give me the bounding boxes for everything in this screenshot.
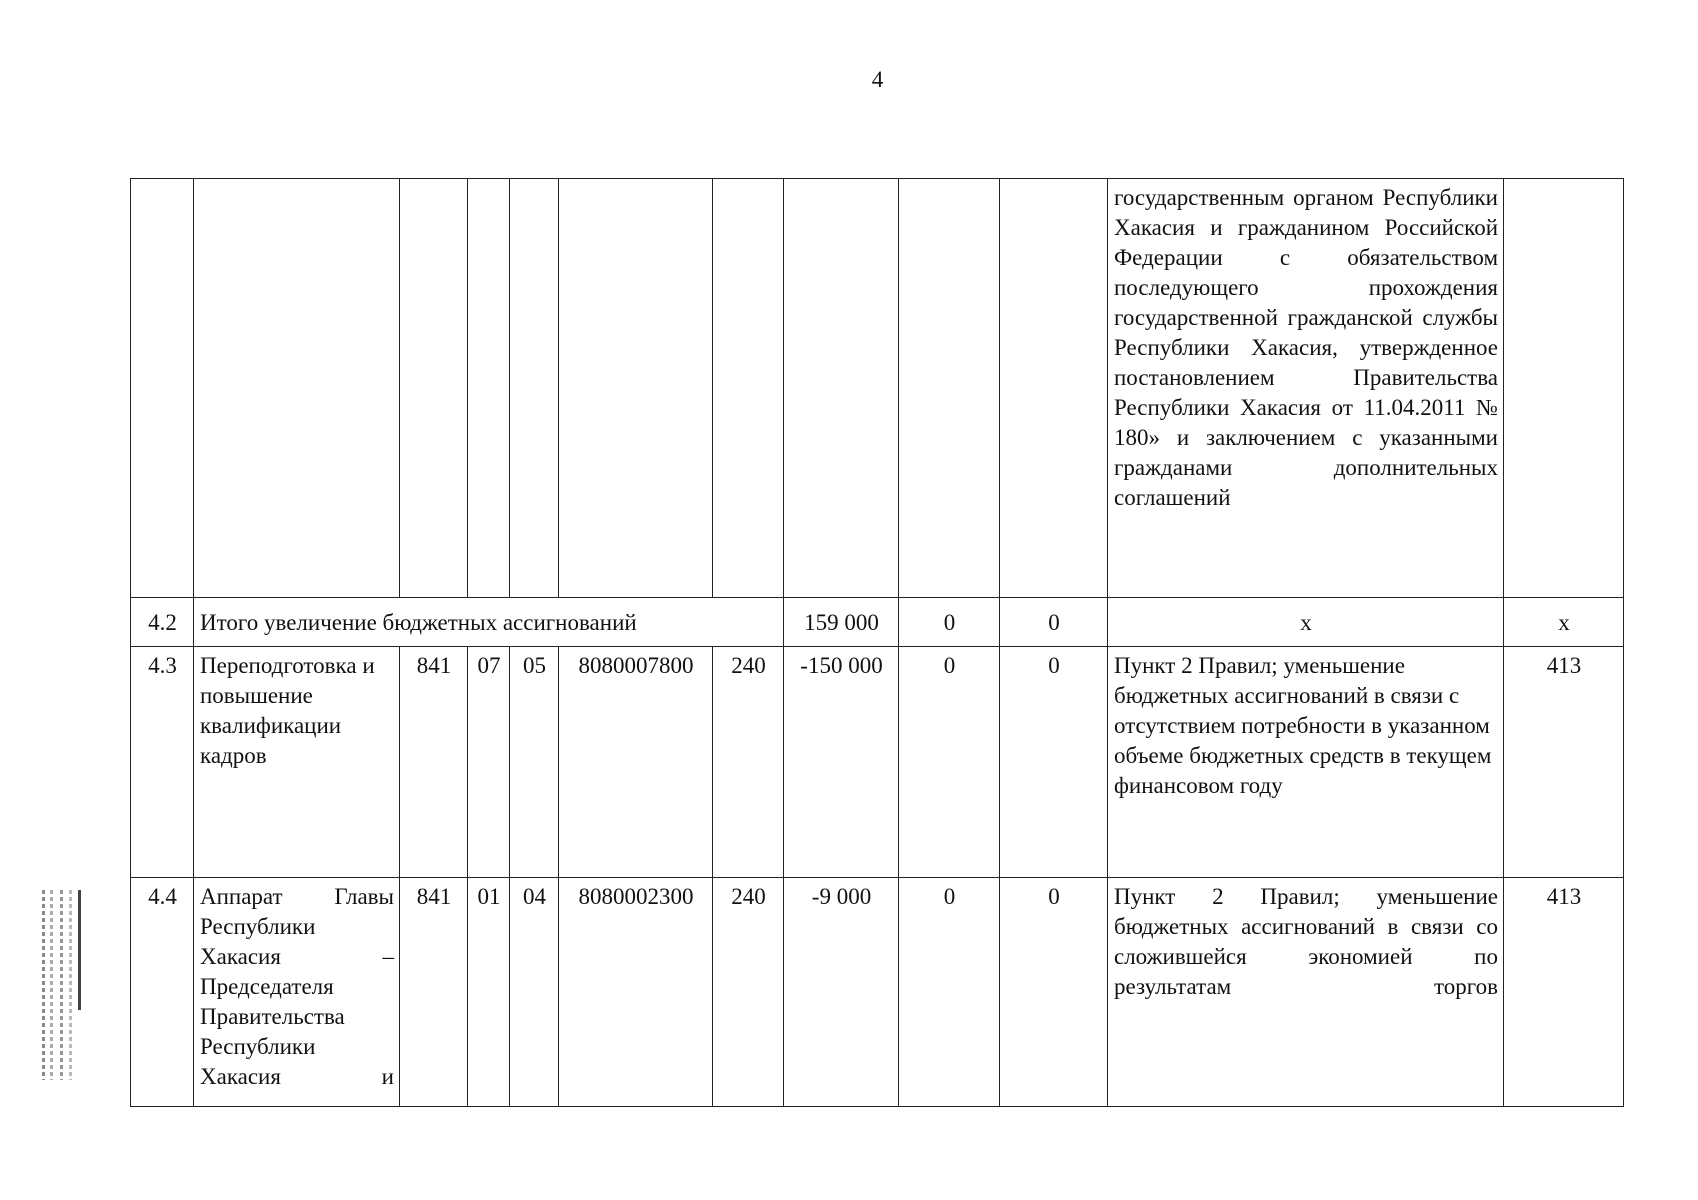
cell-csr: 8080002300 <box>559 878 713 1107</box>
cell-rz: 01 <box>468 878 510 1107</box>
table-row <box>131 878 1624 1107</box>
cell-amount: 159 000 <box>784 598 899 647</box>
cell-name <box>194 179 400 598</box>
cell-amount <box>784 179 899 598</box>
cell-num <box>131 179 194 598</box>
cell-pr: 04 <box>510 878 559 1107</box>
budget-changes-table <box>130 178 1624 1107</box>
cell-num: 4.2 <box>131 598 194 647</box>
cell-pr: 05 <box>510 647 559 878</box>
cell-name: Переподготовка и повышение квалификации кадров <box>194 647 400 878</box>
cell-name: Аппарат Главы Республики Хакасия – Председателя Правительства Республики Хакасия и <box>194 878 400 1107</box>
cell-csr: 8080007800 <box>559 647 713 878</box>
cell-vr: 240 <box>713 878 784 1107</box>
cell-grbs: 841 <box>400 878 468 1107</box>
cell-amount: -9 000 <box>784 878 899 1107</box>
cell-y3: 0 <box>1000 647 1108 878</box>
cell-vr <box>713 179 784 598</box>
cell-reason: государственным органом Республики Хакасия и гражданином Российской Федерации с обязательством последующего прохождения государственной гражданской службы Республики Хакасия, утвержденное постановлением Правительства Республики Хакасия от 11.04.2011 № 180» и заключением с указанными гражданами дополнительных соглашений <box>1108 179 1504 598</box>
cell-num: 4.4 <box>131 878 194 1107</box>
cell-code: 413 <box>1504 878 1624 1107</box>
cell-y3: 0 <box>1000 878 1108 1107</box>
cell-rz: 07 <box>468 647 510 878</box>
cell-grbs <box>400 179 468 598</box>
cell-y2 <box>899 179 1000 598</box>
cell-y3 <box>1000 179 1108 598</box>
cell-num: 4.3 <box>131 647 194 878</box>
cell-reason: х <box>1108 598 1504 647</box>
cell-pr <box>510 179 559 598</box>
total-label: Итого увеличение бюджетных ассигнований <box>194 598 784 647</box>
cell-rz <box>468 179 510 598</box>
cell-y2: 0 <box>899 878 1000 1107</box>
cell-code: 413 <box>1504 647 1624 878</box>
table-row <box>131 647 1624 878</box>
table-row-total <box>131 598 1624 647</box>
cell-y2: 0 <box>899 647 1000 878</box>
cell-code: х <box>1504 598 1624 647</box>
cell-csr <box>559 179 713 598</box>
cell-y3: 0 <box>1000 598 1108 647</box>
page-number: 4 <box>871 67 884 92</box>
cell-vr: 240 <box>713 647 784 878</box>
cell-amount: -150 000 <box>784 647 899 878</box>
cell-code <box>1504 179 1624 598</box>
cell-y2: 0 <box>899 598 1000 647</box>
side-stamp-mark <box>38 890 86 1080</box>
cell-reason: Пункт 2 Правил; уменьшение бюджетных ассигнований в связи со сложившейся экономией по результатам торгов <box>1108 878 1504 1107</box>
cell-reason: Пункт 2 Правил; уменьшение бюджетных ассигнований в связи с отсутствием потребности в указанном объеме бюджетных средств в текущем финансовом году <box>1108 647 1504 878</box>
cell-grbs: 841 <box>400 647 468 878</box>
table-row-continuation <box>131 179 1624 598</box>
